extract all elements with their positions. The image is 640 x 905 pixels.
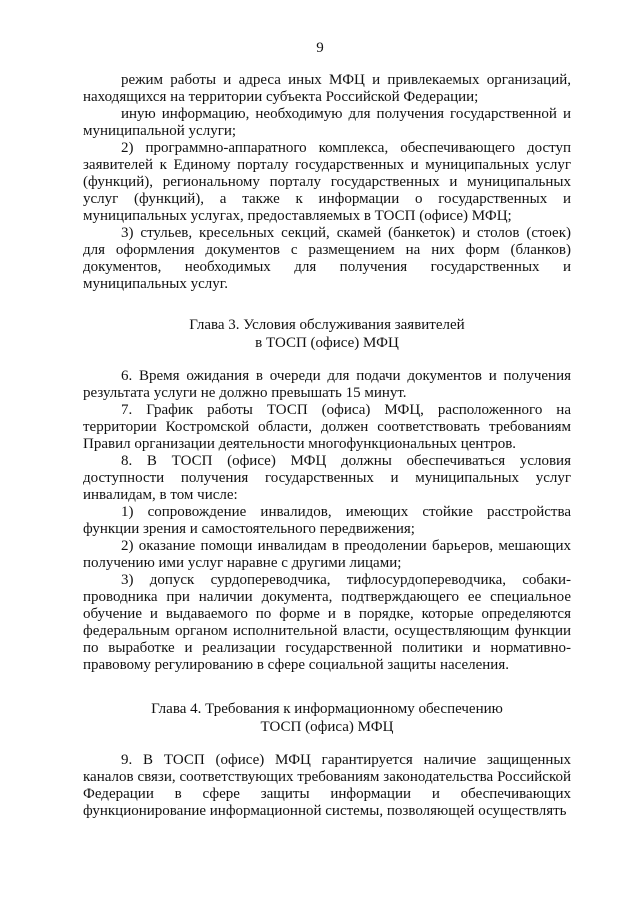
section-service-conditions — [83, 368, 571, 674]
paragraph: иную информацию, необходимую для получения государственной и муниципальной услуги; — [83, 106, 571, 139]
page-number: 9 — [316, 40, 324, 56]
paragraph: 3) допуск сурдопереводчика, тифлосурдопереводчика, собаки-проводника при наличии документа, подтверждающего ее специальное обучение и выдаваемого по форме и в порядке, которые определяются федеральным органом исполнительной власти, осуществляющим функции по выработке и реализации государственной политики и нормативно-правовому регулированию в сфере социальной защиты населения. — [83, 572, 571, 673]
chapter-4-subtitle: ТОСП (офиса) МФЦ — [260, 719, 394, 735]
paragraph: 6. Время ожидания в очереди для подачи документов и получения результата услуги не должно превышать 15 минут. — [83, 368, 571, 401]
paragraph: 2) оказание помощи инвалидам в преодолении барьеров, мешающих получению ими услуг наравне с другими лицами; — [83, 538, 571, 571]
chapter-4-heading — [83, 700, 571, 736]
paragraph: 8. В ТОСП (офисе) МФЦ должны обеспечиваться условия доступности получения государственных и муниципальных услуг инвалидам, в том числе: — [83, 453, 571, 503]
section-facilities-list — [83, 72, 571, 293]
paragraph: 9. В ТОСП (офисе) МФЦ гарантируется наличие защищенных каналов связи, соответствующих требованиям законодательства Российской Федерации в сфере защиты информации и обеспечивающих функционирование информационной системы, позволяющей осуществлять — [83, 752, 571, 819]
paragraph: режим работы и адреса иных МФЦ и привлекаемых организаций, находящихся на территории субъекта Российской Федерации; — [83, 72, 571, 105]
paragraph: 3) стульев, кресельных секций, скамей (банкеток) и столов (стоек) для оформления документов с размещением на них форм (бланков) документов, необходимых для получения государственных и муниципальных услуг. — [83, 225, 571, 292]
chapter-3-heading — [83, 316, 571, 352]
paragraph: 1) сопровождение инвалидов, имеющих стойкие расстройства функции зрения и самостоятельного передвижения; — [83, 504, 571, 537]
chapter-3-subtitle: в ТОСП (офисе) МФЦ — [255, 335, 399, 351]
chapter-3-title: Глава 3. Условия обслуживания заявителей — [189, 317, 465, 333]
chapter-4-title: Глава 4. Требования к информационному обеспечению — [151, 701, 503, 717]
section-information-support — [83, 752, 571, 820]
paragraph: 7. График работы ТОСП (офиса) МФЦ, расположенного на территории Костромской области, должен соответствовать требованиям Правил организации деятельности многофункциональных центров. — [83, 402, 571, 452]
paragraph: 2) программно-аппаратного комплекса, обеспечивающего доступ заявителей к Единому порталу государственных и муниципальных услуг (функций), региональному порталу государственных и муниципальных услуг (функций), а также к информации о государственных и муниципальных услугах, предоставляемых в ТОСП (офисе) МФЦ; — [83, 140, 571, 224]
